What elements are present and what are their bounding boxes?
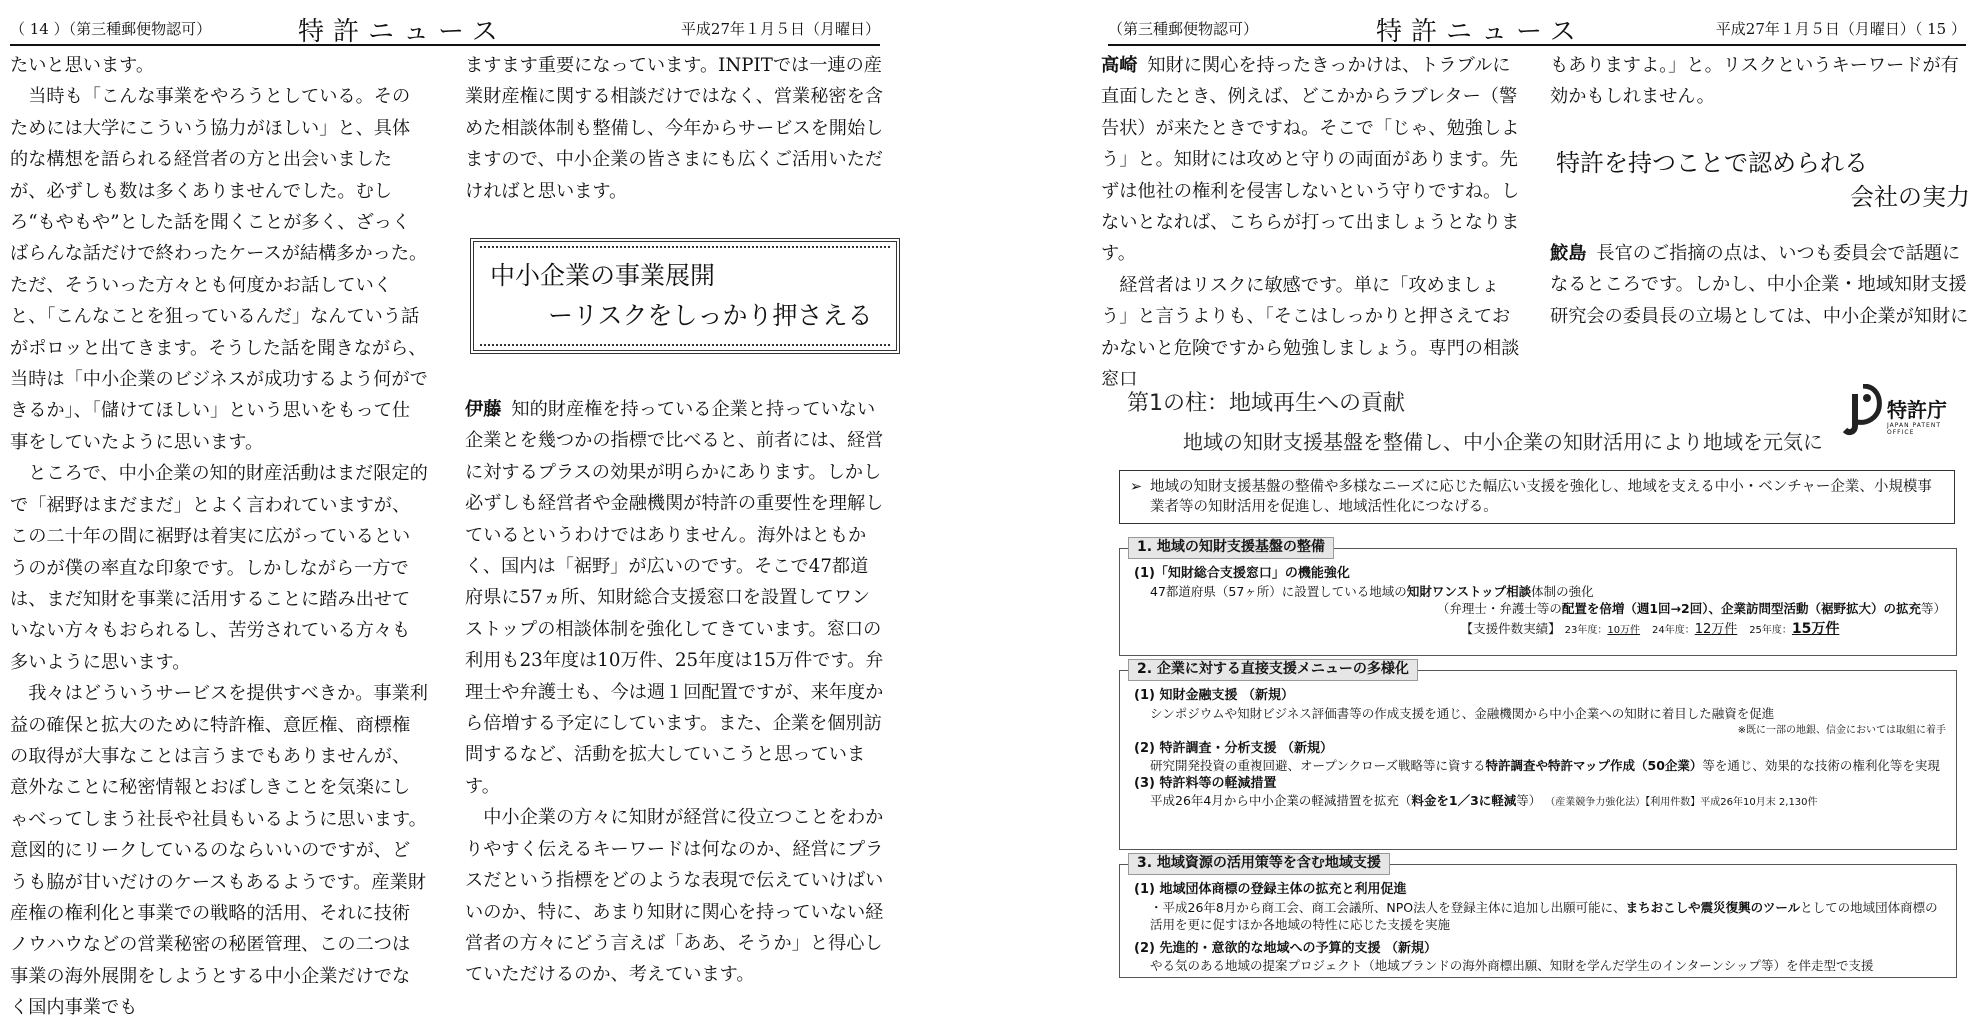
heading-line-2: ーリスクをしっかり押さえる [548, 301, 873, 330]
item-heading: (1)「知財総合支援窓口」の機能強化 [1134, 566, 1350, 581]
section-heading [1556, 146, 1970, 214]
infographic-title: 第1の柱：地域再生への貢献 [1127, 391, 1405, 416]
paragraph: たいと思います。 [10, 55, 155, 76]
item-heading: (1) 地域団体商標の登録主体の拡充と利用促進 [1134, 882, 1407, 897]
section-2-label: 2. 企業に対する直接支援メニューの多様化 [1128, 659, 1418, 681]
item-heading: (1) 知財金融支援 （新規） [1134, 688, 1294, 703]
stat-year: 23年度： [1564, 624, 1608, 636]
text-run: 平成26年4月から中小企業の軽減措置を拡充（ [1150, 793, 1412, 808]
item-text [1134, 757, 1946, 775]
speaker-name: 鮫島 [1550, 243, 1587, 264]
jpo-english-name: JAPAN PATENT OFFICE [1887, 422, 1941, 436]
issue-date: 平成27年１月５日（月曜日） [680, 20, 880, 38]
arrow-bullet-icon: ➢ [1130, 479, 1143, 495]
text-run: 等） [1516, 793, 1542, 808]
stat-value: 12万件 [1694, 621, 1738, 637]
jpo-name: 特許庁 [1887, 398, 1947, 422]
paragraph: 当時も「こんな事業をやろうとしている。そのためには大学にこういう協力がほしい」と、具体的な構想を語られる経営者の方と出会いましたが、必ずしも数は多くありませんでした。むしろ“もやもや”とした話を聞くことが多く、ざっくばらんな話だけで終わったケースが結構多かった。ただ、そういった方々とも何度かお話していくと、「こんなことを狙っているんだ」なんていう話がポロッと出てきます。そうした話を聞きながら、当時は「中小企業のビジネスが成功するよう何ができるか」、「儲けてほしい」という思いをもって仕事をしていたように思います。 [10, 86, 428, 453]
infographic-subtitle: 地域の知財支援基盤を整備し、中小企業の知財活用により地域を元気に [1183, 430, 1823, 454]
policy-infographic [1113, 380, 1969, 980]
text-run: 47都道府県（57ヶ所）に設置している地域の [1150, 583, 1407, 599]
newspaper-title: 特許ニュース [298, 17, 507, 47]
jpo-logo-mark-icon [1841, 384, 1885, 436]
text-run: としての地域団体商標の活用を更に促すほか各地域の特性に応じた支援を実施 [1150, 899, 1938, 932]
item-note: ※既に一部の地銀、信金においては取組に着手 [1737, 725, 1946, 736]
paragraph: 知財に関心を持ったきっかけは、トラブルに直面したとき、例えば、どこかからラブレター（警告状）が来たときですね。そこで「じゃ、勉強しよう」と。知財には攻めと守りの両面があります。先ずは他社の権利を侵害しないという守りですね。しないとなれば、こちらが打って出ましょうとなります。 [1101, 55, 1520, 265]
item-text [1134, 792, 1946, 812]
bold-run: 配置を倍増（週1回→2回）、企業訪問型活動（裾野拡大）の拡充 [1561, 601, 1921, 616]
paragraph: もありますよ。」と。リスクというキーワードが有効かもしれません。 [1550, 55, 1959, 108]
bold-run: まちおこしや震災復興のツール [1625, 899, 1801, 915]
text-run: 研究開発投資の重複回避、オープンクローズ戦略等に資する [1150, 758, 1486, 773]
text-run: 等を通じ、効果的な技術の権利化等を実現 [1702, 758, 1940, 773]
bold-run: 知財ワンストップ相談 [1406, 583, 1532, 599]
paragraph: 経営者はリスクに敏感です。単に「攻めましょう」と言うよりも、「そこはしっかりと押さえておかないと危険ですから勉強しましょう。専門の相談窓口 [1101, 274, 1520, 391]
paragraph: 知的財産権を持っている企業と持っていない企業とを幾つかの指標で比べると、前者には、経営に対するプラスの効果が明らかにあります。しかし必ずしも経営者や金融機関が特許の重要性を理解しているというわけではありません。海外はともかく、国内は「裾野」が広いのです。そこで47都道府県に57ヵ所、知財総合支援窓口を設置してワンストップの相談体制を強化してきています。窓口の利用も23年度は10万件、25年度は15万件です。弁理士や弁護士も、今は週１回配置ですが、来年度から倍増する予定にしています。また、企業を個別訪問するなど、活動を拡大していこうと思っています。 [465, 399, 884, 797]
item-heading: (2) 先進的・意欲的な地域への予算的支援 （新規） [1134, 940, 1437, 956]
speaker-name: 伊藤 [465, 399, 502, 420]
section-1-label: 1. 地域の知財支援基盤の整備 [1128, 537, 1334, 559]
postal-note: （第三種郵便物認可） [1108, 20, 1259, 38]
paragraph: 我々はどういうサービスを提供すべきか。事業利益の確保と拡大のために特許権、意匠権、商標権の取得が大事なことは言うまでもありませんが、意外なことに秘密情報とおぼしきことを気楽にしゃべってしまう社長や社員もいるように思います。意図的にリークしているのならいいのですが、どうも脇が甘いだけのケースもあるようです。産業財産権の権利化と事業での戦略的活用、それに技術ノウハウなどの営業秘密の秘匿管理、この二つは事業の海外展開をしようとする中小企業だけでなく国内事業でも [10, 683, 428, 1019]
stat-year: 24年度： [1651, 624, 1695, 636]
page-number: （ 14 ） [10, 20, 69, 38]
left-header [10, 10, 880, 46]
support-stats [1134, 620, 1946, 640]
newspaper-title: 特許ニュース [1376, 17, 1585, 47]
stat-value: 15万件 [1791, 620, 1840, 637]
text-run: 等） [1920, 601, 1946, 616]
bold-run: 料金を1／3に軽減 [1411, 793, 1517, 808]
section-3 [1119, 855, 1957, 978]
left-column-2-top [465, 50, 885, 207]
item-heading: (2) 特許調査・分析支援 （新規） [1134, 740, 1333, 756]
item-heading: (3) 特許料等の軽減措置 [1134, 775, 1277, 791]
heading-line-2: 会社の実力 [1850, 183, 1970, 211]
section-1 [1119, 539, 1957, 656]
text-run: （産業競争力強化法）【利用件数】平成26年10月末 2,130件 [1545, 797, 1818, 808]
paragraph: 長官のご指摘の点は、いつも委員会で話題になるところです。しかし、中小企業・地域知財支援研究会の委員長の立場としては、中小企業が知財に [1550, 243, 1969, 327]
heading-line-1: 中小企業の事業展開 [490, 261, 716, 290]
issue-date: 平成27年１月５日（月曜日）（ 15 ） [1715, 20, 1966, 38]
right-column-2-top [1550, 50, 1970, 113]
item-text [1134, 600, 1946, 618]
postal-note: （第三種郵便物認可） [68, 20, 212, 38]
text-run: 体制の強化 [1531, 583, 1594, 599]
left-column-1 [10, 50, 428, 1024]
stat-year: 25年度： [1749, 624, 1792, 636]
section-heading-box [470, 238, 900, 354]
heading-line-1: 特許を持つことで認められる [1556, 149, 1868, 177]
left-column-2-bottom [465, 394, 885, 991]
text-run: ・平成26年8月から商工会、商工会議所、NPO法人を登録主体に追加し出願可能に、 [1150, 899, 1626, 915]
item-text [1134, 899, 1946, 934]
item-text: やる気のある地域の提案プロジェクト（地域ブランドの海外商標出願、知財を学んだ学生のインターンシップ等）を伴走型で支援 [1150, 958, 1874, 973]
item-text: シンポジウムや知財ビジネス評価書等の作成支援を通じ、金融機関から中小企業への知財に着目した融資を促進 [1150, 705, 1775, 721]
summary-box [1119, 470, 1955, 524]
left-page [0, 0, 890, 1024]
item-text [1134, 583, 1946, 601]
jpo-logo [1841, 384, 1961, 436]
paragraph: ますます重要になっています。INPITでは一連の産業財産権に関する相談だけではなく、営業秘密を含めた相談体制も整備し、今年からサービスを開始しますので、中小企業の皆さまにも広くご活用いただければと思います。 [465, 55, 884, 202]
right-column-1 [1101, 50, 1521, 395]
bold-run: 特許調査や特許マップ作成（50企業） [1485, 758, 1703, 773]
right-header [1108, 10, 1966, 46]
paragraph: ところで、中小企業の知的財産活動はまだ限定的で「裾野はまだまだ」とよく言われていますが、この二十年の間に裾野は着実に広がっているというのが僕の率直な印象です。しかしながら一方では、まだ知財を事業に活用することに踏み出せていない方々もおられるし、苦労されている方々も多いように思います。 [10, 463, 428, 673]
paragraph: 中小企業の方々に知財が経営に役立つことをわかりやすく伝えるキーワードは何なのか、経営にプラスだという指標をどのような表現で伝えていけばいいのか、特に、あまり知財に関心を持っていない経営者の方々にどう言えば「ああ、そうか」と得心していただけるのか、考えています。 [465, 807, 884, 986]
section-3-label: 3. 地域資源の活用策等を含む地域支援 [1128, 853, 1390, 875]
summary-text: 地域の知財支援基盤の整備や多様なニーズに応じた幅広い支援を強化し、地域を支える中小・ベンチャー企業、小規模事業者等の知財活用を促進し、地域活性化につなげる。 [1150, 479, 1932, 515]
right-column-2-bottom [1550, 238, 1970, 332]
stats-label: 【支援件数実績】 [1460, 620, 1561, 636]
text-run: （弁理士・弁護士等の [1436, 601, 1562, 616]
left-header-page-postal [10, 18, 211, 39]
stat-value: 10万件 [1607, 624, 1641, 636]
section-2 [1119, 661, 1957, 850]
speaker-name: 高崎 [1101, 55, 1138, 76]
